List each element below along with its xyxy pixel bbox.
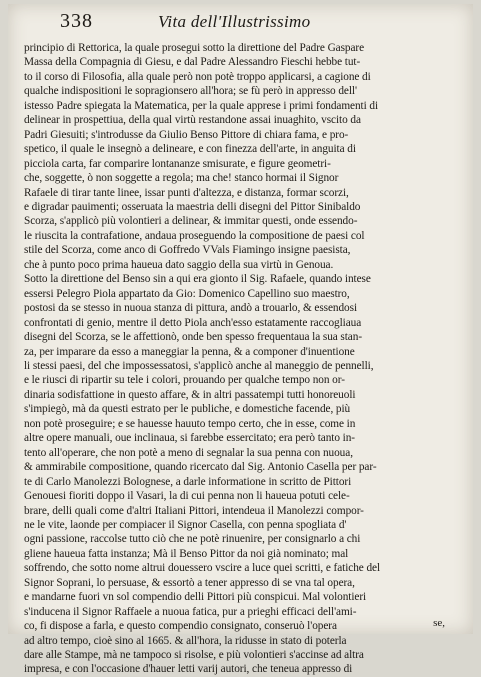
text-line: gliene haueua fatta instanza; Mà il Benso Pittor da noi già nominato; mal	[24, 547, 349, 560]
text-line: che, soggette, ò non soggette a regola; ma che! stanco hormai il Signor	[24, 172, 339, 185]
text-line: dinaria sodisfattione in questo affare, & in altri passatempi tutti honoreuoli	[24, 388, 356, 401]
text-line: e digradar pauimenti; osseruata la maestria delli disegni del Pittor Sinibaldo	[24, 200, 361, 213]
text-line: te di Carlo Manolezzi Bolognese, a darle informatione in scritto de Pittori	[24, 475, 352, 488]
text-line: Padri Giesuiti; s'introdusse da Giulio Benso Pittore di chiara fama, e pro-	[24, 128, 349, 141]
text-line: spetico, il quale le insegnò a delineare, e con finezza dell'arte, in anguita di	[24, 143, 356, 156]
text-line: Massa della Compagnia di Giesu, e dal Padre Alessandro Fieschi hebbe tut-	[24, 56, 361, 69]
text-line: delinear in prospettiua, della qual virtù restandone assai inuaghito, vscito da	[24, 114, 361, 127]
text-line: picciola carta, far comparire lontananze smisurate, e figure geometri-	[24, 157, 331, 170]
text-line: impresa, e con l'occasione d'hauer letti varij autori, che teneua appresso di	[24, 663, 353, 676]
book-page	[8, 4, 473, 676]
body-text	[24, 41, 461, 676]
text-line: to il corso di Filosofia, alla quale però non potè troppo applicarsi, a cagione di	[24, 70, 371, 83]
text-line: postosi da se stesso in nuoua stanza di pittura, andò a trouarlo, & essendosi	[24, 302, 358, 315]
text-line: qualche indispositioni le sopragionsero all'hora; se fù però in appresso dell'	[24, 85, 357, 98]
text-line: dare alle Stampe, mà ne tampoco si risolse, e più volontieri s'accinse ad altra	[24, 649, 364, 662]
text-line: disegni del Scorza, se le affettionò, onde ben spesso frequentaua la sua stan-	[24, 331, 362, 344]
text-line: s'inducena il Signor Raffaele a nuoua fatica, pur a prieghi efficaci dell'ami-	[24, 605, 357, 618]
page-number: 338	[60, 10, 93, 32]
text-line: e le riusci di ripartir su tele i colori, prouando per qualche tempo non or-	[24, 374, 345, 387]
text-line: Sotto la direttione del Benso sin a qui era gionto il Sig. Rafaele, quando intese	[24, 273, 371, 286]
text-line: Genouesi fioriti doppo il Vasari, la di cui penna non li haueua potuti cele-	[24, 490, 350, 503]
text-line: principio di Rettorica, la quale prosegui sotto la direttione del Padre Gaspare	[24, 42, 365, 54]
text-line: essersi Pelegro Piola appartato da Gio: Domenico Capellino suo maestro,	[24, 287, 350, 300]
page-header	[8, 4, 473, 44]
text-line: non potè proseguire; e se hauesse hauuto tempo certo, che in esse, come in	[24, 417, 356, 430]
text-line: le riuscita la contrafatione, andaua proseguendo la compositione de paesi col	[24, 229, 365, 242]
text-line: istesso Padre spiegata la Matematica, per la quale apprese i primi fondamenti di	[24, 99, 379, 112]
text-line: Signor Soprani, lo persuase, & essortò a tener appresso di se vna tal opera,	[24, 576, 355, 589]
catchword: se,	[433, 617, 445, 629]
text-line: za, per imparare da esso a maneggiar la penna, & a componer d'inuentione	[24, 345, 355, 358]
text-line: tento all'operare, che non potè a meno di segnalar la sua penna con nuoua,	[24, 446, 353, 459]
running-title: Vita dell'Illustrissimo	[158, 12, 311, 31]
text-line: Scorza, s'applicò più volontieri a delinear, & immitar questi, onde essendo-	[24, 215, 358, 228]
text-line: co, fi dispose a farla, e questo compendio consignato, conseruò l'opera	[24, 620, 337, 633]
text-line: confrontati di genio, mentre il detto Piola anch'esso estatamente raccogliaua	[24, 316, 362, 329]
text-line: ne le vite, laonde per compiacer il Signor Casella, con penna spogliata d'	[24, 518, 347, 531]
text-line: li stessi paesi, del che impossessatosi, s'applicò anche al maneggio de pennelli,	[24, 359, 374, 372]
text-line: & ammirabile compositione, quando ricercato dal Sig. Antonio Casella per par-	[24, 461, 377, 474]
text-line: che à punto poco prima haueua dato saggio della sua virtù in Genoua.	[24, 258, 334, 271]
text-line: stile del Scorza, come anco di Goffredo VVals Fiamingo insigne paesista,	[24, 244, 351, 257]
text-line: altre opere manuali, oue inclinaua, si farebbe essercitato; era però tanto in-	[24, 432, 355, 445]
text-line: Rafaele di tirar tante linee, issar punti d'altezza, e distanza, formar scorzi,	[24, 186, 349, 199]
text-line: e mandarne fuori vn sol compendio delli Pittori più conspicui. Mal volontieri	[24, 591, 367, 604]
text-line: ad altro tempo, cioè sino al 1665. & all'hora, la ridusse in stato di poterla	[24, 634, 347, 647]
text-line: brare, delli quali come d'altri Italiani Pittori, intendeua il Manolezzi compor-	[24, 504, 364, 517]
text-line: s'impiegò, mà da questi estrato per le publiche, e domestiche facende, più	[24, 403, 351, 416]
text-line: ogni passione, raccolse tutto ciò che ne potè rinuenire, per consignarlo a chi	[24, 533, 361, 546]
text-line: soffrendo, che sotto nome altrui douessero vscire a luce quei scritti, e fatiche del	[24, 562, 381, 575]
